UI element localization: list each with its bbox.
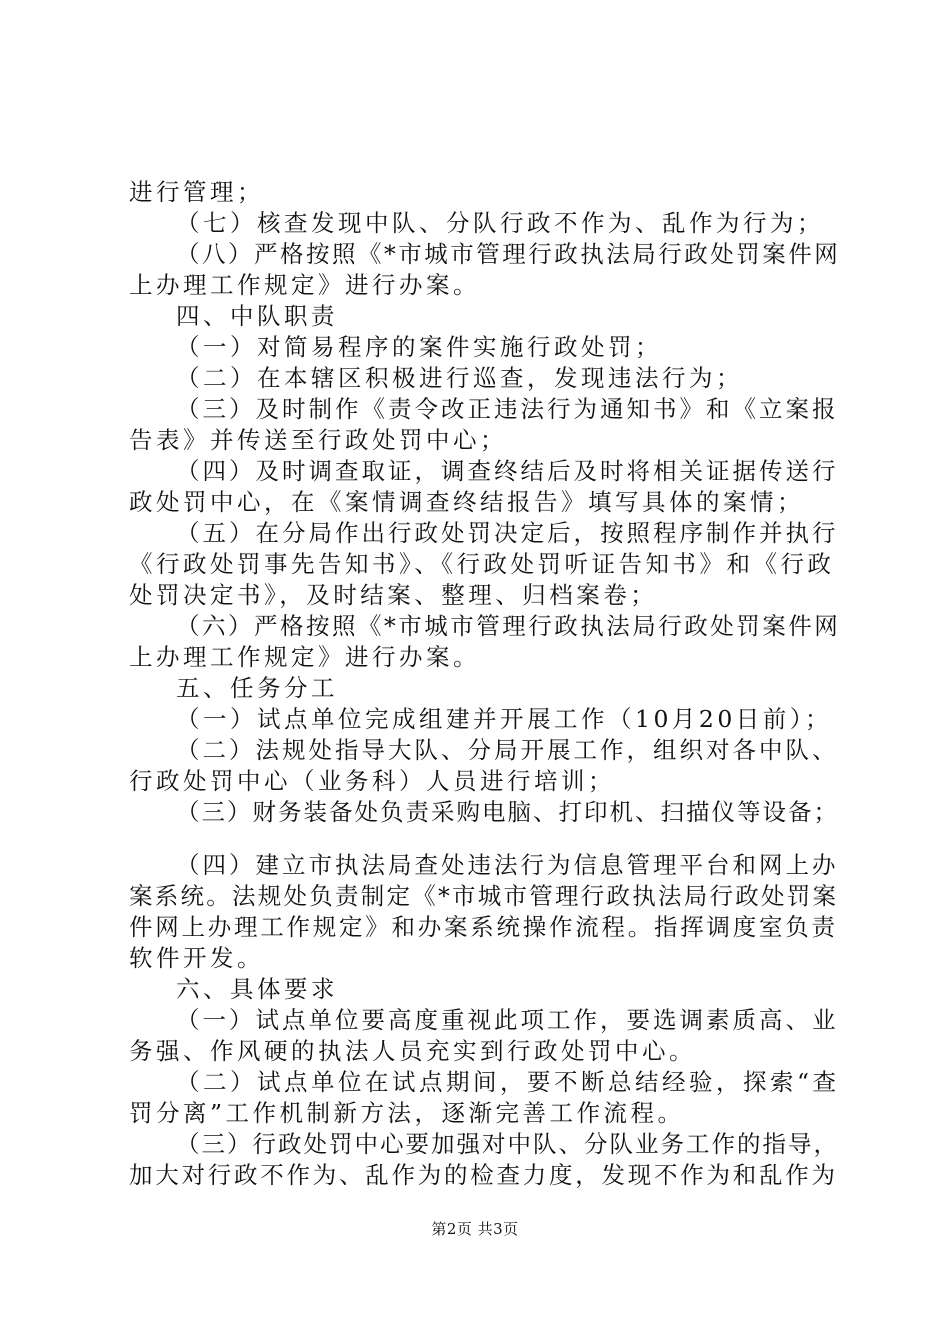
text-line: （三）行政处罚中心要加强对中队、分队业务工作的指导， [176,1130,839,1158]
text-line: 务强、作风硬的执法人员充实到行政处罚中心。 [129,1037,696,1065]
text-line: 罚分离”工作机制新方法，逐渐完善工作流程。 [129,1099,685,1127]
text-line: 件网上办理工作规定》和办案系统操作流程。指挥调度室负责 [129,913,838,941]
text-line: 告表》并传送至行政处罚中心； [129,426,507,454]
section-heading: 六、具体要求 [176,975,338,1003]
text-line: （三）财务装备处负责采购电脑、打印机、扫描仪等设备； [176,798,839,826]
text-line: 政处罚中心，在《案情调查终结报告》填写具体的案情； [129,488,804,516]
text-line: 加大对行政不作为、乱作为的检查力度，发现不作为和乱作为 [129,1161,838,1189]
text-line: 软件开发。 [129,944,264,972]
text-line: （一）试点单位要高度重视此项工作，要选调素质高、业 [176,1006,839,1034]
text-line: 行政处罚中心（业务科）人员进行培训； [129,767,615,795]
text-line: （一）对简易程序的案件实施行政处罚； [176,333,662,361]
text-line: （三）及时制作《责令改正违法行为通知书》和《立案报 [176,395,839,423]
text-line: （四）建立市执法局查处违法行为信息管理平台和网上办 [176,851,839,879]
text-line: 《行政处罚事先告知书》、《行政处罚听证告知书》和《行政 [129,550,835,578]
text-line: （四）及时调查取证，调查终结后及时将相关证据传送行 [176,457,839,485]
section-heading: 五、任务分工 [176,674,338,702]
section-heading: 四、中队职责 [176,302,338,330]
text-line: （一）试点单位完成组建并开展工作（10月20日前）； [176,705,833,733]
text-line: 处罚决定书》，及时结案、整理、归档案卷； [129,581,658,609]
text-line: （八）严格按照《*市城市管理行政执法局行政处罚案件网 [176,240,841,268]
text-line: （七）核查发现中队、分队行政不作为、乱作为行为； [176,209,824,237]
page-number-footer: 第2页 共3页 [431,1220,519,1238]
text-line: 上办理工作规定》进行办案。 [129,643,480,671]
text-line: （二）法规处指导大队、分局开展工作，组织对各中队、 [176,736,839,764]
text-line: 案系统。法规处负责制定《*市城市管理行政执法局行政处罚案 [129,882,839,910]
text-line: 上办理工作规定》进行办案。 [129,271,480,299]
text-line: 进行管理； [129,178,264,206]
text-line: （二）在本辖区积极进行巡查，发现违法行为； [176,364,743,392]
text-line: （五）在分局作出行政处罚决定后，按照程序制作并执行 [176,519,839,547]
text-line: （六）严格按照《*市城市管理行政执法局行政处罚案件网 [176,612,841,640]
text-line: （二）试点单位在试点期间，要不断总结经验，探索“查 [176,1068,840,1096]
